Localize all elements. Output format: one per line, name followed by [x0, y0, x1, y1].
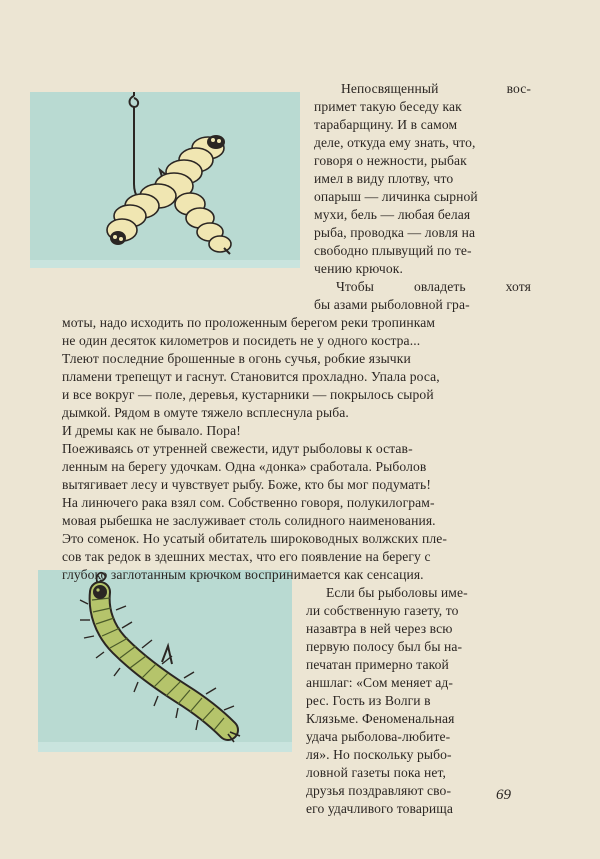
- larva-illustration: [30, 92, 300, 268]
- text-line: ленным на берегу удочкам. Одна «донка» сработала. Рыболов: [62, 459, 427, 474]
- caterpillar-on-hook-icon: [38, 570, 292, 752]
- text-line: и все вокруг — поле, деревья, кустарники — покрылось сырой: [62, 387, 434, 402]
- text-line: ли собственную газету, то: [306, 603, 459, 618]
- text-line: не один десяток километров и посидеть не у одного костра...: [62, 333, 421, 348]
- text-line: опарыш — личинка сырной: [314, 189, 478, 204]
- text-line: дымкой. Рядом в омуте тяжело всплеснула рыба.: [62, 405, 349, 420]
- text-line: удача рыболова-любите-: [306, 729, 451, 744]
- text-line: мовая рыбешка не заслуживает столь солидного наименования.: [62, 513, 436, 528]
- page-number: 69: [496, 787, 511, 803]
- text-line: Непосвященный вос-: [341, 81, 531, 96]
- text-line: примет такую беседу как: [314, 99, 462, 114]
- text-line: Это соменок. Но усатый обитатель широководных волжских пле-: [62, 531, 447, 546]
- text-line: пламени трепещут и гаснут. Становится прохладно. Упала роса,: [62, 369, 440, 384]
- text-line: Клязьме. Феноменальная: [306, 711, 455, 726]
- text-line: рыба, проводка — ловля на: [314, 225, 476, 240]
- text-line: На линючего рака взял сом. Собственно говоря, полукилограм-: [62, 495, 435, 510]
- text-line: тарабарщину. И в самом: [314, 117, 458, 132]
- text-line: чению крючок.: [314, 261, 403, 276]
- text-line: Чтобы овладеть хотя: [336, 279, 531, 294]
- text-line: бы азами рыболовной гра-: [314, 297, 470, 312]
- text-line: вытягивает лесу и чувствует рыбу. Боже, кто бы мог подумать!: [62, 477, 431, 492]
- text-line: рес. Гость из Волги в: [306, 693, 431, 708]
- text-line: печатан примерно такой: [306, 657, 449, 672]
- text-line: его удачливого товарища: [306, 801, 453, 816]
- text-line: И дремы как не бывало. Пора!: [62, 423, 241, 438]
- larva-on-hook-icon: [30, 92, 300, 268]
- text-line: говоря о нежности, рыбак: [314, 153, 467, 168]
- text-line: сов так редок в здешних местах, что его появление на берегу с: [62, 549, 431, 564]
- text-line: ловной газеты пока нет,: [306, 765, 447, 780]
- text-line: имел в виду плотву, что: [314, 171, 454, 186]
- text-line: мухи, бель — любая белая: [314, 207, 471, 222]
- text-line: назавтра в ней через всю: [306, 621, 453, 636]
- text-line: друзья поздравляют сво-: [306, 783, 452, 798]
- text-line: Поеживаясь от утренней свежести, идут рыболовы к остав-: [62, 441, 413, 456]
- text-line: деле, откуда ему знать, что,: [314, 135, 476, 150]
- text-line: Тлеют последние брошенные в огонь сучья, робкие язычки: [62, 351, 411, 366]
- text-line: моты, надо исходить по проложенным берегом реки тропинкам: [62, 315, 436, 330]
- text-line: ля». Но поскольку рыбо-: [306, 747, 452, 762]
- caterpillar-illustration: [38, 570, 292, 752]
- text-line: свободно плывущий по те-: [314, 243, 472, 258]
- text-line: глубоко заглотанным крючком воспринимается как сенсация.: [62, 567, 424, 582]
- text-line: первую полосу был бы на-: [306, 639, 463, 654]
- text-line: Если бы рыболовы име-: [326, 585, 468, 600]
- text-line: аншлаг: «Сом меняет ад-: [306, 675, 454, 690]
